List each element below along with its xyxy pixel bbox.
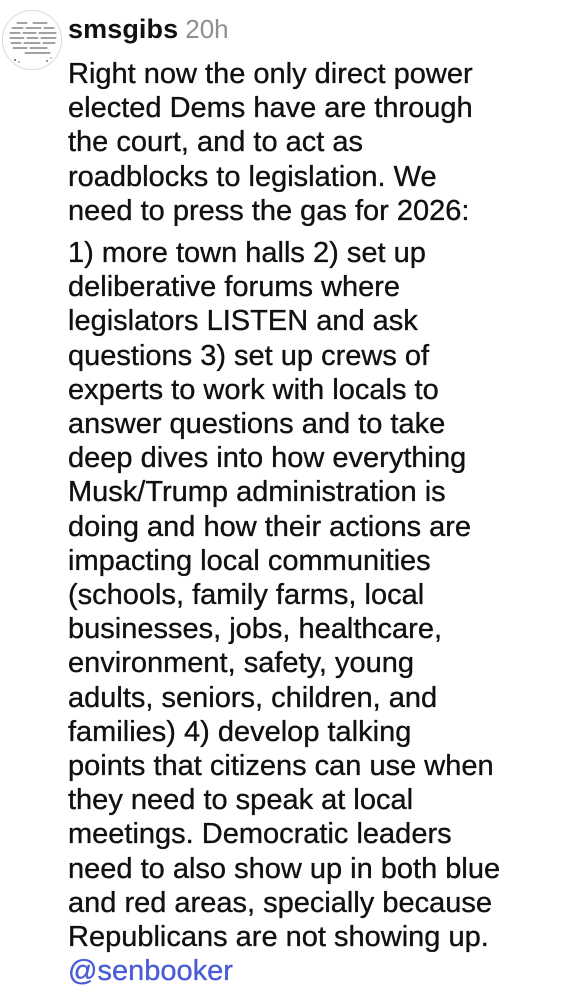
- avatar-quote-icon: [3, 11, 62, 70]
- comment-text-line: answer questions and to take: [68, 408, 446, 441]
- comment-text-line: businesses, jobs, healthcare,: [68, 613, 442, 646]
- comment-header: [68, 14, 229, 48]
- comment-text-line: they need to speak at local: [68, 784, 414, 817]
- comment-text-line: Republicans are not showing up.: [68, 921, 489, 954]
- comment-body: [68, 57, 580, 988]
- avatar[interactable]: [2, 10, 62, 70]
- comment-text-line: the court, and to act as: [68, 126, 364, 159]
- comment-text-line: legislators LISTEN and ask: [68, 305, 418, 338]
- comment-text-line: Right now the only direct power: [68, 58, 473, 90]
- comment-text-line: deep dives into how everything: [68, 442, 467, 475]
- comment-text-line: roadblocks to legislation. We: [68, 160, 437, 193]
- username[interactable]: smsgibs: [68, 14, 179, 44]
- comment-text-line: need to also show up in both blue: [68, 852, 501, 885]
- comment-text-line: points that citizens can use when: [68, 750, 494, 783]
- comment-text-line: and red areas, specially because: [68, 886, 492, 919]
- comment-text-line: doing and how their actions are: [68, 510, 472, 543]
- comment-paragraph: [68, 57, 580, 228]
- mention-link[interactable]: @senbooker: [68, 955, 233, 988]
- comment-paragraph: [68, 236, 580, 954]
- comment-text-line: adults, seniors, children, and: [68, 681, 438, 714]
- timestamp: 20h: [185, 14, 229, 44]
- comment-text-line: environment, safety, young: [68, 647, 415, 680]
- comment-text-line: 1) more town halls 2) set up: [68, 237, 426, 270]
- comment-text-line: impacting local communities: [68, 544, 431, 577]
- comment-text-line: (schools, family farms, local: [68, 579, 425, 612]
- comment-text-line: elected Dems have are through: [68, 92, 473, 125]
- comment-text-line: meetings. Democratic leaders: [68, 818, 452, 851]
- comment-text-line: need to press the gas for 2026:: [68, 194, 470, 227]
- comment-text-line: experts to work with locals to: [68, 373, 439, 406]
- comment-text-line: families) 4) develop talking: [68, 715, 412, 748]
- comment-text-line: deliberative forums where: [68, 271, 401, 304]
- comment-text-line: Musk/Trump administration is: [68, 476, 446, 509]
- comment-text-line: questions 3) set up crews of: [68, 339, 430, 372]
